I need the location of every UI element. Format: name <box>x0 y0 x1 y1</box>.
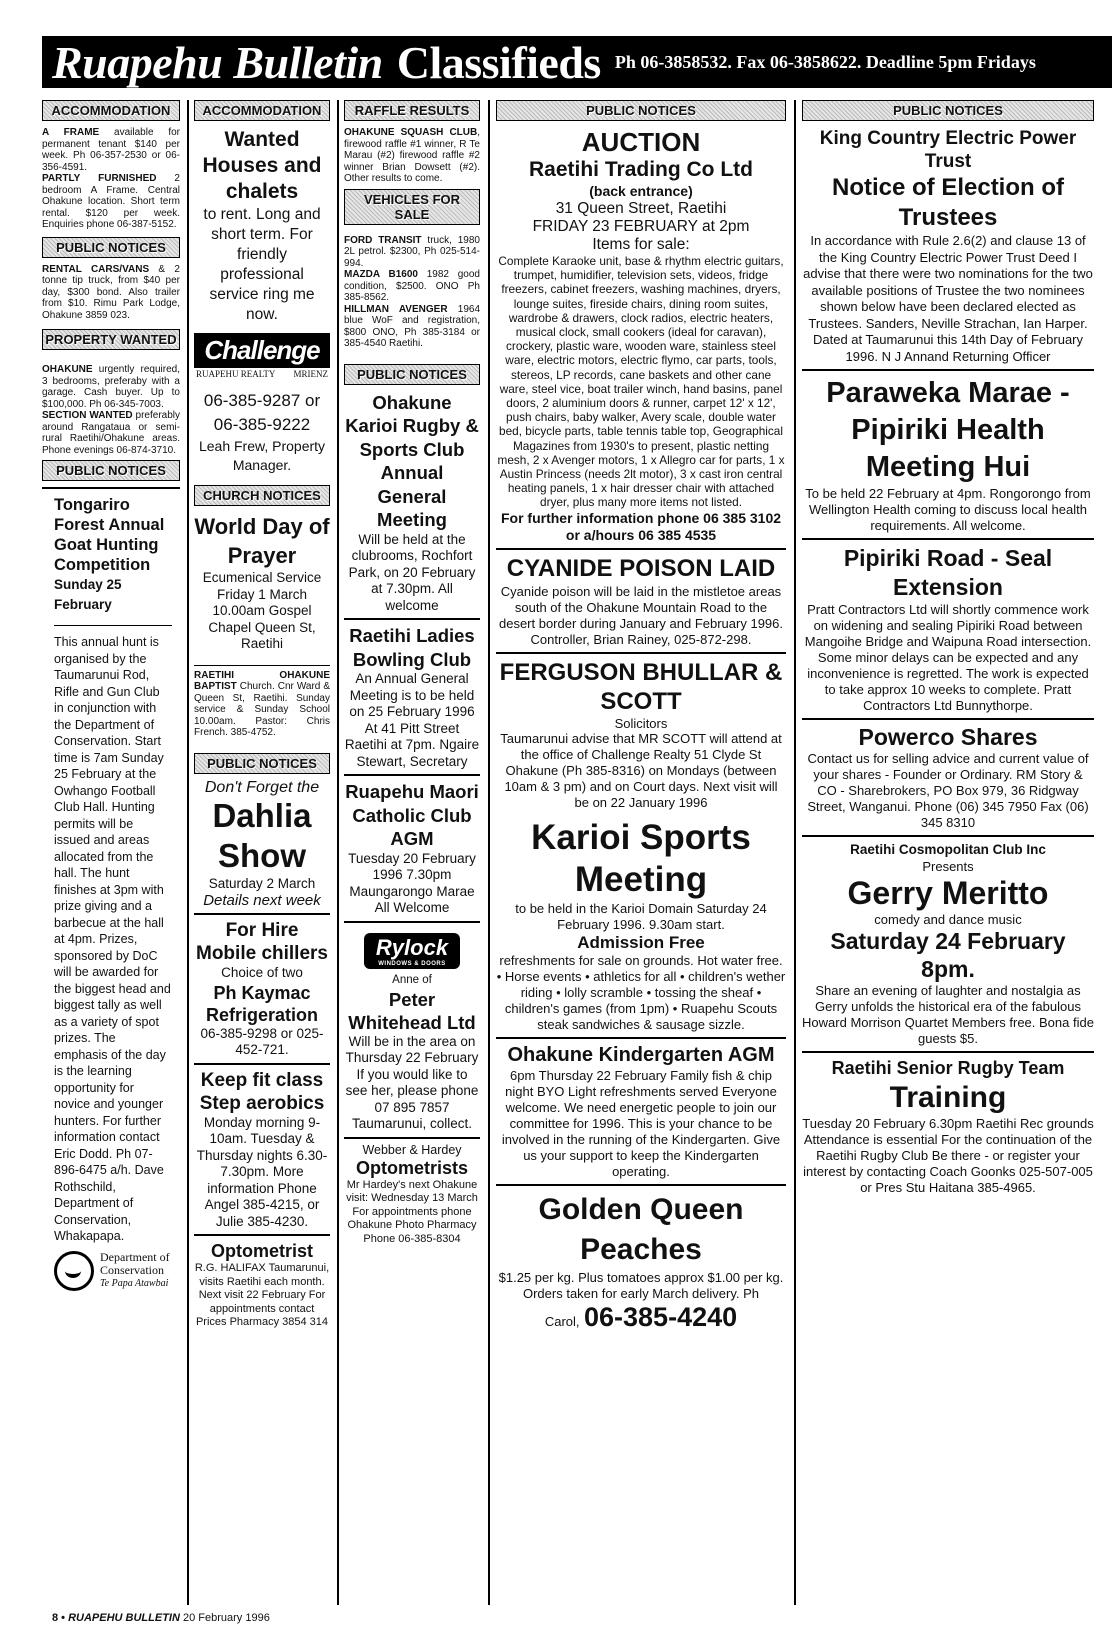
karioi-title: Karioi Sports Meeting <box>531 817 751 899</box>
challenge-leah: Leah Frew, Property Manager. <box>198 438 326 473</box>
heading-accommodation-2: ACCOMMODATION <box>194 100 330 121</box>
column-3 <box>344 100 480 1610</box>
ad-partly-furnished: PARTLY FURNISHED 2 bedroom A Frame. Central Ohakune location. Short term rental. $120 per week. Enquiries phone 06-387-5152. <box>42 173 180 230</box>
heading-raffle-results: RAFFLE RESULTS <box>344 100 480 121</box>
dahlia-pre: Don't Forget the <box>204 778 320 796</box>
ad-keep-fit: Keep fit class Step aerobics Monday morning 9-10am. Tuesday & Thursday nights 6.30-7.30pm. More information Phone Angel 385-4215, or Julie 385-4230. <box>194 1063 330 1231</box>
ad-a-frame: A FRAME available for permanent tenant $140 per week. Ph 06-357-2530 or 06-356-4591. <box>42 127 180 173</box>
page-footer: 8 • RUAPEHU BULLETIN 20 February 1996 <box>52 1612 270 1624</box>
auction-info: For further information phone 06 385 3102 or a/hours 06 385 4535 <box>500 509 782 543</box>
heading-public-notices-4: PUBLIC NOTICES <box>344 364 480 385</box>
ad-rugby-training: Raetihi Senior Rugby Team Training Tuesday 20 February 6.30pm Raetihi Rec grounds Attendance is essential For the continuation of the Raetihi Rugby Club Be there - or register your interest by contacting Coach Goonks 025-507-005 or Pres Stu Haitana 385-4965. <box>802 1051 1094 1196</box>
ad-baptist: RAETIHI OHAKUNE BAPTIST Church. Cnr Ward & Queen St, Raetihi. Sunday service & Sunday School 10.00am. Pastor: Chris French. 385-4752. <box>194 665 330 739</box>
ad-mazda: MAZDA B1600 1982 good condition, $2500. ONO Ph 385-8562. <box>344 269 480 303</box>
ad-maori-catholic: Ruapehu Maori Catholic Club AGM Tuesday 20 February 1996 7.30pm Maungarongo Marae All Welcome <box>344 774 480 917</box>
dahlia-note: Details next week <box>203 891 321 909</box>
doc-emblem-icon <box>54 1251 94 1291</box>
kc-notice: Notice of Election of Trustees <box>831 174 1064 231</box>
rylock-logo: Rylock WINDOWS & DOORS <box>364 933 460 969</box>
karioi-free: Admission Free <box>577 932 705 952</box>
rugby-agm-body: Will be held at the clubrooms, Rochfort Park, on 20 February at 7.30pm. All welcome <box>348 531 476 613</box>
karioi-details: refreshments for sale on grounds. Hot water free. • Horse events • athletics for all • children's wether riding • lolly scramble • tossing the sheaf • children's games (from 1pm) • Ruapehu Scouts steak sandwiches & sausage sizzle. <box>496 952 786 1032</box>
challenge-logo: Challenge <box>194 333 330 368</box>
wanted-body: to rent. Long and short term. For friendly professional service ring me now. <box>203 206 321 323</box>
heading-public-notices-3: PUBLIC NOTICES <box>194 753 330 774</box>
heading-vehicles: VEHICLES FOR SALE <box>344 189 480 225</box>
wdp-title: World Day of Prayer <box>194 514 330 568</box>
column-4 <box>496 100 786 1610</box>
wanted-title: Wanted Houses and chalets <box>202 128 322 203</box>
auction-title: AUCTION <box>581 127 701 157</box>
auction-company: Raetihi Trading Co Ltd <box>529 158 753 181</box>
ad-peter-whitehead: Rylock WINDOWS & DOORS Anne of Peter Whitehead Ltd Will be in the area on Thursday 22 February If you would like to see her, please phone 07 895 7857 Taumarunui, collect. <box>344 921 480 1133</box>
auction-items: Complete Karaoke unit, base & rhythm electric guitars, trumpet, humidifier, television sets, videos, fridge freezers, cabinet freezers, washing machines, dryers, lounge suites, fireside chairs, dining room suites, wardrobe & drawers, clock radios, electric heaters, musical clock, small cookers (ideal for caravan), crockery, plastic ware, wooden ware, stainless steel ware, electric motors, electric flymo, car parts, tools, stereos, LP records, cane baskets and other cane ware, steel vice, boat trailer winch, hand basins, panel doors, 2 aluminium doors & runner, carpet 12' x 12', push chairs, baby walker, Avery scale, double water bed, bicycle parts, table tennis table top, Geographical Magazines from 1930's to present, plastic netting mesh, 2 x Avenger motors, 1 x Allegro car for parts, 1 x Austin Princess (needs 2lt motor), 3 x cast iron central heating panels, 1 x hair dresser chair with attached dryer, plus many more items not listed. <box>497 254 785 510</box>
auction-date: FRIDAY 23 FEBRUARY at 2pm <box>532 218 750 235</box>
ad-squash: OHAKUNE SQUASH CLUB, firewood raffle #1 winner, R Te Marau (#2) firewood raffle #2 winner Brian Dowsett (#2). Other results to come. <box>344 127 480 184</box>
karioi-body: to be held in the Karioi Domain Saturday 24 February 1996. 9.30am start. <box>515 900 767 932</box>
column-2 <box>194 100 330 1610</box>
ad-cyanide: CYANIDE POISON LAID Cyanide poison will be laid in the mistletoe areas south of the Ohakune Mountain Road to the desert border during January and February 1996. Controller, Brian Rainey, 025-872-298. <box>496 548 786 648</box>
ad-optometrist: Optometrist R.G. HALIFAX Taumarunui, visits Raetihi each month. Next visit 22 February For appointments contact Prices Pharmacy 3854 314 <box>194 1234 330 1330</box>
column-1 <box>42 100 180 1610</box>
masthead-contact: Ph 06-3858532. Fax 06-3858622. Deadline 5pm Fridays <box>614 51 1036 72</box>
ad-kindergarten: Ohakune Kindergarten AGM 6pm Thursday 22 February Family fish & chip night BYO Light refreshments served Everyone welcome. We need energetic people to join our committee for 1996. This is your chance to be involved in the running of the Kindergarten. Give us your support to keep the Kindergarten operating. <box>496 1037 786 1180</box>
auction-entrance: (back entrance) <box>589 183 693 199</box>
ad-ohakune: OHAKUNE urgently required, 3 bedrooms, preferaby with a garage. Cash buyer. Up to $100,000. Ph 06-345-7003. <box>42 364 180 410</box>
ad-powerco: Powerco Shares Contact us for selling advice and current value of your shares - Founder or Ordinary. RM Story & CO - Sharebrokers, PO Box 979, 36 Ridgway Street, Wanganui. Phone (06) 345 7950 Fax (06) 345 8310 <box>802 718 1094 831</box>
heading-public-notices-5: PUBLIC NOTICES <box>496 100 786 121</box>
ad-section-wanted: SECTION WANTED preferably around Rangataua or semi-rural Raetihi/Ohakune areas. Phone evenings 06-874-3710. <box>42 410 180 456</box>
column-rule <box>337 100 339 1605</box>
column-rule <box>187 100 189 1605</box>
ad-for-hire: For Hire Mobile chillers Choice of two Ph Kaymac Refrigeration 06-385-9298 or 025-452-721. <box>194 913 330 1059</box>
ad-pipiriki-road: Pipiriki Road - Seal Extension Pratt Contractors Ltd will shortly commence work on widening and sealing Pipiriki Road between Mangoihe Bridge and Waipuna Road intersection. Some minor delays can be expected and any inconvenience is regretted. The work is expected to take approx 10 weeks to complete. Pratt Contractors Ltd Bunnythorpe. <box>802 538 1094 714</box>
kc-title: King Country Electric Power Trust <box>819 128 1077 172</box>
ad-gerry-meritto: Raetihi Cosmopolitan Club Inc Presents Gerry Meritto comedy and dance music Saturday 24 February 8pm. Share an evening of laughter and nostalgia as Gerry unfolds the historical era of the fabulous Howard Morrison Quartet Members free. Bona fide guests $5. <box>802 835 1094 1047</box>
ad-peaches: Golden Queen Peaches $1.25 per kg. Plus tomatoes approx $1.00 per kg. Orders taken for early March delivery. Ph Carol, 06-385-4240 <box>496 1184 786 1333</box>
auction-address: 31 Queen Street, Raetihi <box>555 200 727 217</box>
ad-webber-hardey: Webber & Hardey Optometrists Mr Hardey's next Ohakune visit: Wednesday 13 March For appointments phone Ohakune Photo Pharmacy Phone 06-385-8304 <box>344 1137 480 1247</box>
auction-items-heading: Items for sale: <box>592 236 690 253</box>
heading-public-notices-6: PUBLIC NOTICES <box>802 100 1094 121</box>
column-5 <box>802 100 1094 1610</box>
ad-rental-cars: RENTAL CARS/VANS & 2 tonne tip truck, from $40 per day, $300 bond. Also trailer from $10. Rimu Park Lodge, Ohakune 3859 023. <box>42 263 180 321</box>
challenge-phones: 06-385-9287 or 06-385-9222 <box>203 391 321 434</box>
masthead-section: Classifieds <box>396 36 601 88</box>
goat-date: Sunday 25 February <box>54 577 122 612</box>
heading-church-notices: CHURCH NOTICES <box>194 485 330 506</box>
ad-ford: FORD TRANSIT truck, 1980 2L petrol. $2300, Ph 025-514-994. <box>344 234 480 269</box>
ad-ferguson: FERGUSON BHULLAR & SCOTT Solicitors Taumarunui advise that MR SCOTT will attend at the office of Challenge Realty 51 Clyde St Ohakune (Ph 385-8316) on Mondays (between 10am & 3 pm) and on Court days. Next visit will be on 22 January 1996 <box>496 652 786 811</box>
goat-body: This annual hunt is organised by the Taumarunui Rod, Rifle and Gun Club in conjunction with the Department of Conservation. Start time is 7am Sunday 25 February at the Owhango Football Club Hall. Hunting permits will be issued and areas allocated from the hall. The hunt finishes at 3pm with prize giving and a barbecue at the hall at 4pm. Prizes, sponsored by DoC will be awarded for the biggest head and biggest tally as well as a variety of spot prizes. The emphasis of the day is the learning opportunity for novice and younger hunters. For further information contact Eric Dodd. Ph 07-896-6475 a/h. Dave Rothschild, Department of Conservation, Whakapapa. <box>54 625 172 1245</box>
goat-title: Tongariro Forest Annual Goat Hunting Competition <box>54 496 165 574</box>
heading-property-wanted: PROPERTY WANTED <box>42 329 180 350</box>
heading-public-notices-2: PUBLIC NOTICES <box>42 460 180 481</box>
masthead <box>42 36 1112 88</box>
ad-hillman: HILLMAN AVENGER 1964 blue WoF and registration, $800 ONO, Ph 385-3184 or 385-4540 Raetihi. <box>344 303 480 349</box>
masthead-title: Ruapehu Bulletin <box>52 36 383 88</box>
rugby-agm-title: Ohakune Karioi Rugby & Sports Club Annual General Meeting <box>345 391 479 530</box>
ad-bowling: Raetihi Ladies Bowling Club An Annual General Meeting is to be held on 25 February 1996 At 41 Pitt Street Raetihi at 7pm. Ngaire Stewart, Secretary <box>344 618 480 770</box>
wdp-body: Ecumenical Service Friday 1 March 10.00am Gospel Chapel Queen St, Raetihi <box>202 570 322 651</box>
doc-logo: Department of Conservation Te Papa Atawbai <box>54 1251 172 1291</box>
dahlia-date: Saturday 2 March <box>208 876 316 891</box>
dahlia-title: Dahlia Show <box>212 797 312 874</box>
ad-paraweka-marae: Paraweka Marae - Pipiriki Health Meeting Hui To be held 22 February at 4pm. Rongorongo from Wellington Health coming to discuss local health requirements. All welcome. <box>802 369 1094 534</box>
heading-accommodation: ACCOMMODATION <box>42 100 180 121</box>
challenge-sub: RUAPEHU REALTY MRIENZ <box>196 369 328 379</box>
column-rule <box>488 100 490 1605</box>
heading-public-notices-1: PUBLIC NOTICES <box>42 237 180 258</box>
kc-body: In accordance with Rule 2.6(2) and clause 13 of the King Country Electric Power Trust Deed I advise that there were two nominations for the two available positions of Trustee the two nominees shown below have been declared elected as Trustees. Sanders, Neville Strachan, Ian Harper. Dated at Taumarunui this 14th Day of February 1996. N J Annand Returning Officer <box>803 233 1093 364</box>
column-rule <box>794 100 796 1605</box>
ad-goat-hunting <box>42 487 180 1291</box>
